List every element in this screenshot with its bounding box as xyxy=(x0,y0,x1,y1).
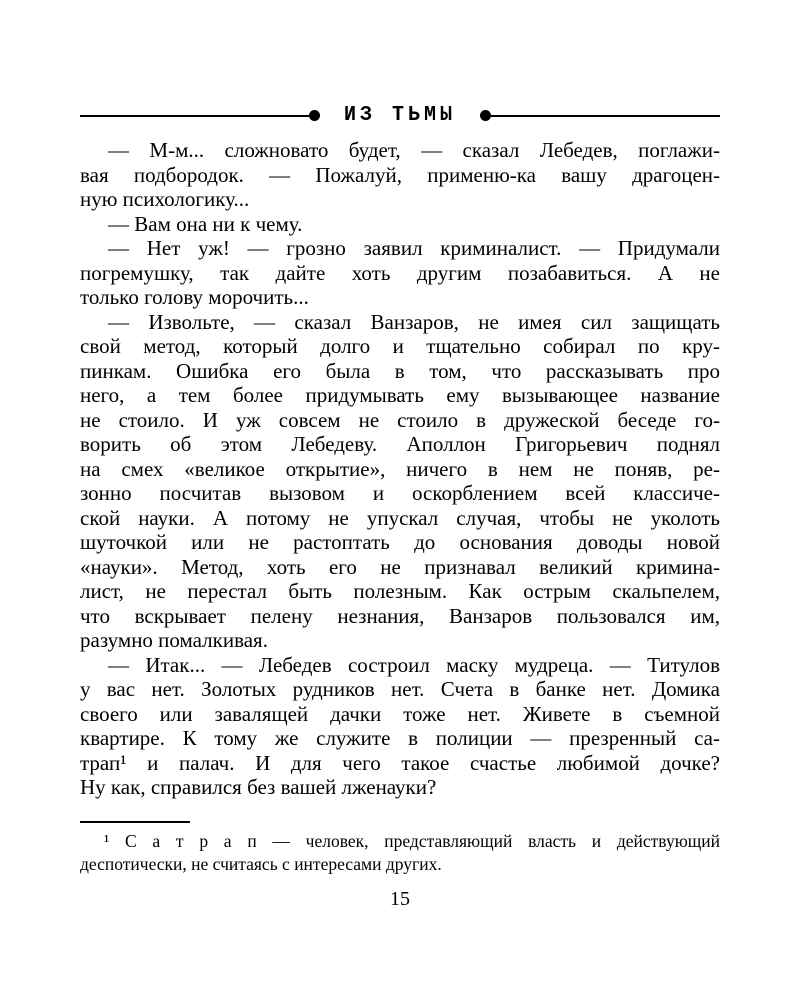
text-line: разумно помалкивая. xyxy=(80,628,268,652)
text-line: трап¹ и палач. И для чего такое счастье любимой дочке? xyxy=(80,750,720,775)
text-line: вая подбородок. — Пожалуй, применю-ка вашу драгоцен- xyxy=(80,162,720,187)
footnote xyxy=(80,821,720,876)
paragraph xyxy=(80,138,720,212)
text-line: своего или завалящей дачки тоже нет. Живете в съемной xyxy=(80,701,720,726)
text-line: квартире. К тому же служите в полиции — презренный са- xyxy=(80,726,720,750)
text-line: зонно посчитав вызовом и оскорблением всей классиче- xyxy=(80,481,720,505)
text-line: — Итак... — Лебедев состроил маску мудреца. — Титулов xyxy=(108,652,720,677)
text-line: погремушку, так дайте хоть другим позабавиться. А не xyxy=(80,260,720,285)
chapter-title: ИЗ ТЬМЫ xyxy=(344,103,457,128)
footnote-line: ¹ С а т р а п — человек, представляющий власть и действующий xyxy=(104,831,720,851)
header-dot-left-icon xyxy=(309,110,320,121)
text-line: только голову морочить... xyxy=(80,285,309,309)
text-line: что вскрывает пелену незнания, Ванзаров пользовался им, xyxy=(80,603,720,628)
text-line: лист, не перестал быть полезным. Как острым скальпелем, xyxy=(80,579,720,603)
text-line: ворить об этом Лебедеву. Аполлон Григорьевич поднял xyxy=(80,432,720,456)
chapter-header xyxy=(80,104,720,127)
text-line: него, а тем более придумывать ему вызывающее название xyxy=(80,383,720,407)
text-line: Ну как, справился без вашей лженауки? xyxy=(80,775,437,799)
text-line: свой метод, который долго и тщательно собирал по кру- xyxy=(80,334,720,358)
body-text xyxy=(80,138,720,800)
text-line: — М-м... сложновато будет, — сказал Лебедев, поглажи- xyxy=(108,138,720,162)
text-line: — Вам она ни к чему. xyxy=(108,211,303,236)
header-rule-left xyxy=(80,115,309,117)
header-rule-right xyxy=(491,115,720,117)
paragraph xyxy=(80,310,720,653)
text-line: у вас нет. Золотых рудников нет. Счета в банке нет. Домика xyxy=(80,677,720,701)
paragraph xyxy=(80,236,720,310)
text-line: на смех «великое открытие», ничего в нем не поняв, ре- xyxy=(80,456,720,481)
text-line: пинкам. Ошибка его была в том, что рассказывать про xyxy=(80,358,720,383)
header-dot-right-icon xyxy=(480,110,491,121)
text-line: шуточкой или не растоптать до основания доводы новой xyxy=(80,530,720,554)
text-line: не стоило. И уж совсем не стоило в дружеской беседе го- xyxy=(80,407,720,432)
text-line: ской науки. А потому не упускал случая, чтобы не уколоть xyxy=(80,505,720,530)
footnote-line: деспотически, не считаясь с интересами других. xyxy=(80,854,442,874)
text-line: — Нет уж! — грозно заявил криминалист. — Придумали xyxy=(108,236,720,260)
text-line: «науки». Метод, хоть его не признавал великий кримина- xyxy=(80,554,720,579)
paragraph xyxy=(80,212,720,237)
page-footer xyxy=(0,888,800,911)
page-number: 15 xyxy=(390,888,410,910)
footnote-divider xyxy=(80,821,190,823)
paragraph xyxy=(80,653,720,800)
text-line: ную психологику... xyxy=(80,187,250,211)
text-line: — Извольте, — сказал Ванзаров, не имея сил защищать xyxy=(108,309,720,334)
